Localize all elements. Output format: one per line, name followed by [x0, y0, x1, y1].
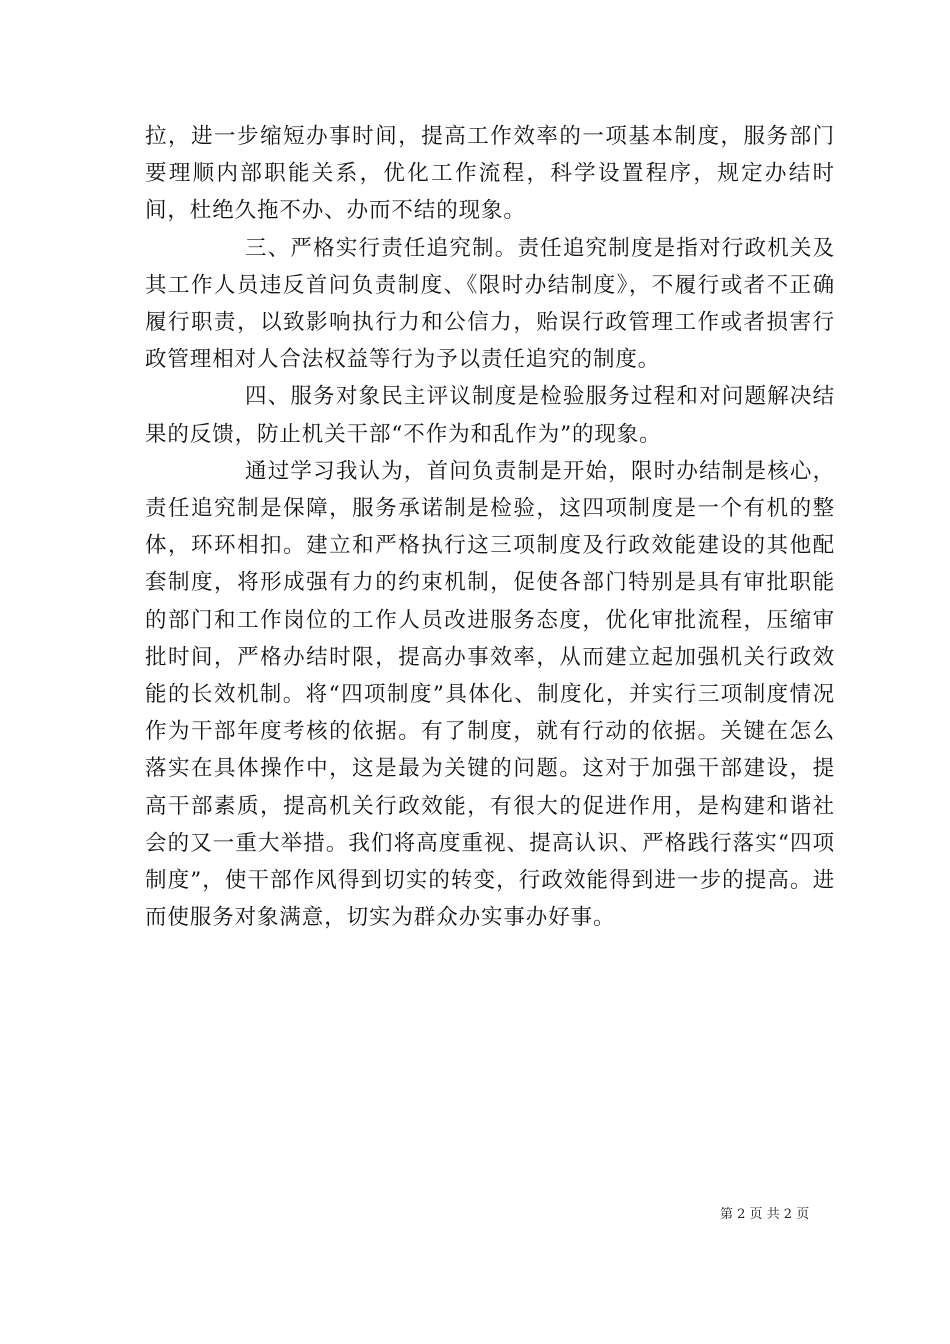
document-body	[145, 118, 835, 936]
paragraph-accountability: 三、严格实行责任追究制。责任追究制度是指对行政机关及其工作人员违反首问负责制度、《限时办结制度》，不履行或者不正确履行职责，以致影响执行力和公信力，贻误行政管理工作或者损害行政管理相对人合法权益等行为予以责任追究的制度。	[145, 235, 835, 373]
paragraph-public-evaluation: 四、服务对象民主评议制度是检验服务过程和对问题解决结果的反馈，防止机关干部“不作为和乱作为”的现象。	[145, 384, 835, 447]
paragraph-continuation: 拉，进一步缩短办事时间，提高工作效率的一项基本制度，服务部门要理顺内部职能关系，优化工作流程，科学设置程序，规定办结时间，杜绝久拖不办、办而不结的现象。	[145, 124, 835, 224]
page-number-footer: 第 2 页 共 2 页	[720, 1207, 810, 1222]
paragraph-conclusion: 通过学习我认为，首问负责制是开始，限时办结制是核心，责任追究制是保障，服务承诺制是检验，这四项制度是一个有机的整体，环环相扣。建立和严格执行这三项制度及行政效能建设的其他配套制度，将形成强有力的约束机制，促使各部门特别是具有审批职能的部门和工作岗位的工作人员改进服务态度，优化审批流程，压缩审批时间，严格办结时限，提高办事效率，从而建立起加强机关行政效能的长效机制。将“四项制度”具体化、制度化，并实行三项制度情况作为干部年度考核的依据。有了制度，就有行动的依据。关键在怎么落实在具体操作中，这是最为关键的问题。这对于加强干部建设，提高干部素质，提高机关行政效能，有很大的促进作用，是构建和谐社会的又一重大举措。我们将高度重视、提高认识、严格践行落实“四项制度”，使干部作风得到切实的转变，行政效能得到进一步的提高。进而使服务对象满意，切实为群众办实事办好事。	[145, 458, 835, 931]
